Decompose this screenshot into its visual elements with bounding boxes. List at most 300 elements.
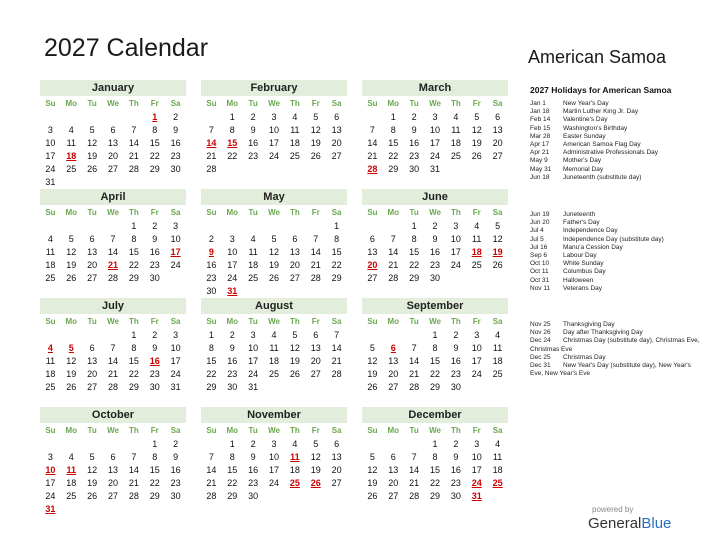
holiday-name: Christmas Day bbox=[563, 353, 606, 361]
calendar-day: 14 bbox=[108, 356, 119, 366]
holiday-name: Father's Day bbox=[563, 219, 600, 227]
calendar-day: 9 bbox=[229, 343, 235, 353]
calendar-day: 18 bbox=[492, 356, 503, 366]
holiday-name: New Year's Day bbox=[563, 100, 609, 107]
holiday-row bbox=[530, 125, 700, 133]
day-grid bbox=[40, 423, 186, 516]
calendar-day: 4 bbox=[47, 234, 53, 244]
holiday-row bbox=[530, 149, 700, 157]
weekday-label: Tu bbox=[87, 99, 97, 108]
calendar-day: 26 bbox=[66, 273, 77, 283]
holiday-date-label: Jun 18 bbox=[530, 173, 550, 181]
weekday-label: Sa bbox=[331, 208, 342, 217]
weekday-label: We bbox=[429, 99, 441, 108]
brand-blue: Blue bbox=[641, 515, 672, 532]
holiday-date-label: Dec 25 bbox=[530, 353, 551, 361]
calendar-day: 13 bbox=[367, 247, 378, 257]
empty-cell bbox=[404, 329, 425, 342]
calendar-day: 24 bbox=[269, 478, 280, 488]
calendar-day: 3 bbox=[453, 221, 459, 231]
calendar-day: 1 bbox=[411, 221, 417, 231]
calendar-day: 29 bbox=[128, 382, 139, 392]
calendar-day: 20 bbox=[87, 369, 98, 379]
calendar-day: 20 bbox=[388, 478, 399, 488]
calendar-day: 2 bbox=[250, 112, 256, 122]
calendar-day: 25 bbox=[66, 164, 77, 174]
calendar-day: 6 bbox=[110, 452, 116, 462]
calendar-day: 16 bbox=[450, 356, 461, 366]
calendar-day: 28 bbox=[388, 273, 399, 283]
weekday-label: Sa bbox=[170, 317, 181, 326]
holiday-date-label: Mar 28 bbox=[530, 132, 551, 140]
calendar-day: 9 bbox=[152, 234, 158, 244]
calendar-day: 21 bbox=[409, 369, 420, 379]
weekday-label: We bbox=[107, 426, 119, 435]
calendar-day: 13 bbox=[108, 138, 119, 148]
holiday-date: 26 bbox=[310, 478, 321, 488]
holiday-name: Mother's Day bbox=[563, 157, 602, 165]
calendar-day: 17 bbox=[269, 138, 280, 148]
weekday-label: Fr bbox=[311, 208, 320, 217]
calendar-day: 16 bbox=[430, 247, 441, 257]
day-grid bbox=[201, 96, 347, 176]
calendar-day: 25 bbox=[45, 382, 56, 392]
month-february bbox=[201, 80, 347, 176]
calendar-day: 23 bbox=[430, 260, 441, 270]
calendar-day: 31 bbox=[45, 177, 56, 187]
calendar-day: 10 bbox=[45, 138, 56, 148]
holiday-date-label: May 9 bbox=[530, 157, 548, 165]
weekday-label: Su bbox=[367, 426, 378, 435]
calendar-day: 6 bbox=[495, 112, 501, 122]
weekday-label: We bbox=[429, 426, 441, 435]
holiday-row bbox=[530, 174, 700, 182]
holiday-row bbox=[530, 227, 700, 235]
holiday-date-label: Sep 6 bbox=[530, 252, 547, 260]
calendar-day: 5 bbox=[369, 452, 375, 462]
weekday-label: Th bbox=[289, 99, 300, 108]
calendar-day: 16 bbox=[450, 465, 461, 475]
weekday-label: Th bbox=[128, 208, 139, 217]
holiday-date: 11 bbox=[66, 465, 77, 475]
weekday-label: We bbox=[429, 208, 441, 217]
weekday-label: Su bbox=[45, 426, 56, 435]
calendar-day: 3 bbox=[173, 221, 179, 231]
holiday-date: 6 bbox=[390, 343, 396, 353]
calendar-day: 30 bbox=[206, 286, 217, 296]
calendar-day: 3 bbox=[271, 439, 277, 449]
holidays-title: 2027 Holidays for American Samoa bbox=[530, 85, 672, 95]
calendar-day: 24 bbox=[45, 491, 56, 501]
calendar-day: 28 bbox=[128, 164, 139, 174]
calendar-day: 11 bbox=[472, 234, 482, 244]
holiday-name: Halloween bbox=[563, 276, 594, 284]
weekday-label: Sa bbox=[170, 208, 181, 217]
holiday-date: 28 bbox=[367, 164, 378, 174]
weekday-label: Fr bbox=[311, 426, 320, 435]
month-april bbox=[40, 189, 186, 285]
calendar-day: 4 bbox=[250, 234, 256, 244]
page-title: 2027 Calendar bbox=[44, 34, 209, 62]
calendar-day: 19 bbox=[367, 478, 378, 488]
weekday-label: Sa bbox=[492, 99, 503, 108]
calendar-day: 28 bbox=[108, 273, 119, 283]
holiday-date: 1 bbox=[152, 112, 158, 122]
holiday-date: 17 bbox=[170, 247, 181, 257]
empty-cell bbox=[201, 438, 222, 451]
holiday-date-label: Jul 16 bbox=[530, 243, 548, 251]
holiday-date: 31 bbox=[45, 504, 56, 514]
weekday-label: We bbox=[268, 317, 280, 326]
calendar-day: 12 bbox=[310, 125, 321, 135]
weekday-label: Mo bbox=[65, 99, 78, 108]
calendar-day: 23 bbox=[248, 151, 259, 161]
calendar-day: 11 bbox=[45, 247, 56, 257]
calendar-day: 5 bbox=[68, 234, 74, 244]
calendar-day: 9 bbox=[250, 125, 256, 135]
calendar-day: 24 bbox=[430, 151, 441, 161]
calendar-day: 3 bbox=[229, 234, 235, 244]
holiday-row bbox=[530, 141, 700, 149]
weekday-label: Su bbox=[367, 317, 378, 326]
holiday-date: 20 bbox=[367, 260, 378, 270]
weekday-label: Sa bbox=[492, 317, 503, 326]
calendar-day: 26 bbox=[367, 491, 378, 501]
holiday-row bbox=[530, 268, 700, 276]
calendar-day: 25 bbox=[45, 273, 56, 283]
calendar-day: 7 bbox=[411, 452, 417, 462]
empty-cell bbox=[40, 329, 61, 342]
weekday-label: We bbox=[268, 99, 280, 108]
calendar-day: 16 bbox=[248, 138, 259, 148]
holiday-name: Juneteenth (substitute day) bbox=[563, 173, 642, 181]
calendar-day: 8 bbox=[432, 343, 438, 353]
calendar-day: 12 bbox=[289, 343, 300, 353]
calendar-day: 6 bbox=[89, 234, 95, 244]
calendar-day: 11 bbox=[269, 343, 279, 353]
calendar-day: 21 bbox=[367, 151, 378, 161]
holiday-row bbox=[530, 252, 700, 260]
holiday-date-label: May 31 bbox=[530, 165, 552, 173]
weekday-label: Th bbox=[450, 426, 461, 435]
weekday-label: We bbox=[268, 426, 280, 435]
weekday-label: Fr bbox=[472, 208, 481, 217]
holiday-date-label: Nov 11 bbox=[530, 284, 551, 292]
month-june bbox=[362, 189, 508, 285]
calendar-day: 2 bbox=[229, 330, 235, 340]
calendar-day: 5 bbox=[313, 112, 319, 122]
calendar-day: 2 bbox=[152, 221, 158, 231]
weekday-label: Tu bbox=[248, 317, 258, 326]
calendar-day: 14 bbox=[310, 247, 321, 257]
holiday-name: Columbus Day bbox=[563, 268, 606, 276]
calendar-day: 27 bbox=[108, 491, 119, 501]
calendar-day: 10 bbox=[269, 125, 280, 135]
month-december bbox=[362, 407, 508, 503]
calendar-day: 21 bbox=[388, 260, 399, 270]
calendar-day: 19 bbox=[87, 151, 98, 161]
day-grid bbox=[40, 96, 186, 189]
calendar-day: 8 bbox=[390, 125, 396, 135]
calendar-day: 22 bbox=[149, 478, 160, 488]
empty-cell bbox=[123, 111, 144, 124]
calendar-day: 4 bbox=[474, 221, 480, 231]
weekday-label: Tu bbox=[248, 426, 258, 435]
calendar-day: 8 bbox=[432, 452, 438, 462]
calendar-day: 22 bbox=[388, 151, 399, 161]
calendar-day: 21 bbox=[128, 151, 139, 161]
empty-cell bbox=[40, 438, 61, 451]
calendar-day: 2 bbox=[453, 330, 459, 340]
calendar-day: 8 bbox=[208, 343, 214, 353]
calendar-day: 31 bbox=[170, 382, 181, 392]
calendar-day: 3 bbox=[47, 125, 53, 135]
calendar-day: 10 bbox=[430, 125, 441, 135]
weekday-label: Th bbox=[289, 208, 300, 217]
calendar-day: 24 bbox=[450, 260, 461, 270]
weekday-label: Su bbox=[45, 208, 56, 217]
calendar-day: 23 bbox=[409, 151, 420, 161]
calendar-day: 5 bbox=[271, 234, 277, 244]
calendar-day: 14 bbox=[409, 356, 420, 366]
weekday-label: Mo bbox=[387, 426, 400, 435]
month-title: May bbox=[201, 189, 347, 205]
calendar-day: 11 bbox=[451, 125, 461, 135]
holiday-name: Martin Luther King Jr. Day bbox=[563, 108, 639, 116]
calendar-day: 6 bbox=[292, 234, 298, 244]
calendar-day: 23 bbox=[248, 478, 259, 488]
weekday-label: Mo bbox=[387, 317, 400, 326]
calendar-day: 28 bbox=[409, 382, 420, 392]
calendar-day: 17 bbox=[471, 356, 482, 366]
weekday-label: Mo bbox=[387, 208, 400, 217]
calendar-day: 19 bbox=[66, 369, 77, 379]
calendar-day: 5 bbox=[495, 221, 501, 231]
empty-cell bbox=[61, 111, 82, 124]
calendar-day: 30 bbox=[248, 491, 259, 501]
weekday-label: Mo bbox=[226, 99, 239, 108]
calendar-day: 27 bbox=[331, 151, 342, 161]
calendar-day: 8 bbox=[131, 234, 137, 244]
calendar-day: 23 bbox=[206, 273, 217, 283]
calendar-day: 25 bbox=[248, 273, 259, 283]
holiday-date: 21 bbox=[108, 260, 119, 270]
calendar-day: 8 bbox=[411, 234, 417, 244]
calendar-day: 12 bbox=[87, 138, 98, 148]
calendar-day: 27 bbox=[87, 382, 98, 392]
holiday-row bbox=[530, 362, 700, 378]
calendar-day: 4 bbox=[495, 439, 501, 449]
empty-cell bbox=[305, 220, 326, 233]
calendar-day: 15 bbox=[331, 247, 342, 257]
calendar-day: 10 bbox=[170, 234, 181, 244]
calendar-day: 5 bbox=[292, 330, 298, 340]
calendar-day: 13 bbox=[492, 125, 503, 135]
calendar-day: 17 bbox=[248, 356, 259, 366]
calendar-day: 23 bbox=[450, 478, 461, 488]
holiday-row bbox=[530, 321, 700, 329]
calendar-day: 28 bbox=[206, 491, 217, 501]
calendar-day: 22 bbox=[409, 260, 420, 270]
calendar-day: 20 bbox=[492, 138, 503, 148]
weekday-label: Sa bbox=[331, 317, 342, 326]
calendar-day: 19 bbox=[289, 356, 300, 366]
day-grid bbox=[40, 314, 186, 394]
calendar-day: 27 bbox=[108, 164, 119, 174]
holiday-group bbox=[530, 211, 700, 293]
calendar-day: 8 bbox=[334, 234, 340, 244]
calendar-day: 10 bbox=[227, 247, 238, 257]
calendar-day: 22 bbox=[331, 260, 342, 270]
calendar-day: 29 bbox=[388, 164, 399, 174]
calendar-day: 19 bbox=[471, 138, 482, 148]
calendar-day: 5 bbox=[474, 112, 480, 122]
holiday-date: 31 bbox=[471, 491, 482, 501]
month-may bbox=[201, 189, 347, 298]
calendar-day: 18 bbox=[289, 138, 300, 148]
holiday-date-label: Nov 26 bbox=[530, 329, 551, 337]
weekday-label: Mo bbox=[65, 208, 78, 217]
calendar-day: 10 bbox=[471, 343, 482, 353]
calendar-day: 14 bbox=[128, 465, 139, 475]
calendar-day: 9 bbox=[173, 125, 179, 135]
calendar-day: 21 bbox=[310, 260, 321, 270]
month-january bbox=[40, 80, 186, 189]
holiday-date-label: Oct 31 bbox=[530, 276, 550, 284]
calendar-day: 13 bbox=[310, 343, 321, 353]
empty-cell bbox=[103, 438, 124, 451]
holiday-date: 4 bbox=[47, 343, 53, 353]
calendar-day: 20 bbox=[310, 356, 321, 366]
month-september bbox=[362, 298, 508, 394]
calendar-day: 7 bbox=[313, 234, 319, 244]
holiday-name: Valentine's Day bbox=[563, 116, 608, 124]
empty-cell bbox=[40, 111, 61, 124]
calendar-day: 6 bbox=[390, 452, 396, 462]
calendar-day: 17 bbox=[450, 247, 461, 257]
calendar-day: 20 bbox=[388, 369, 399, 379]
weekday-label: Th bbox=[128, 426, 139, 435]
calendar-day: 17 bbox=[170, 356, 181, 366]
calendar-day: 14 bbox=[206, 465, 217, 475]
month-title: April bbox=[40, 189, 186, 205]
weekday-label: Fr bbox=[150, 426, 159, 435]
empty-cell bbox=[103, 329, 124, 342]
holiday-row bbox=[530, 219, 700, 227]
month-title: August bbox=[201, 298, 347, 314]
calendar-day: 11 bbox=[66, 138, 76, 148]
holiday-date-label: Dec 31 bbox=[530, 362, 551, 370]
day-grid bbox=[201, 314, 347, 394]
weekday-label: Th bbox=[450, 317, 461, 326]
calendar-day: 27 bbox=[331, 478, 342, 488]
calendar-day: 25 bbox=[492, 369, 503, 379]
calendar-day: 11 bbox=[492, 452, 503, 462]
holiday-row bbox=[530, 337, 700, 353]
calendar-day: 2 bbox=[208, 234, 214, 244]
calendar-day: 26 bbox=[269, 273, 280, 283]
calendar-day: 9 bbox=[432, 234, 438, 244]
weekday-label: Fr bbox=[311, 99, 320, 108]
holiday-date-label: Jun 20 bbox=[530, 219, 550, 227]
empty-cell bbox=[123, 438, 144, 451]
holiday-group bbox=[530, 321, 700, 378]
calendar-day: 28 bbox=[331, 369, 342, 379]
calendar-day: 21 bbox=[331, 356, 342, 366]
weekday-label: Sa bbox=[331, 99, 342, 108]
weekday-label: Mo bbox=[65, 426, 78, 435]
holiday-date-label: Jul 4 bbox=[530, 227, 544, 235]
calendar-day: 22 bbox=[128, 260, 139, 270]
weekday-label: Tu bbox=[409, 426, 419, 435]
weekday-label: Th bbox=[289, 426, 300, 435]
holiday-date: 15 bbox=[227, 138, 238, 148]
calendar-day: 2 bbox=[250, 439, 256, 449]
empty-cell bbox=[362, 329, 383, 342]
weekday-label: Mo bbox=[226, 208, 239, 217]
calendar-day: 30 bbox=[450, 382, 461, 392]
calendar-day: 15 bbox=[388, 138, 399, 148]
holiday-date: 5 bbox=[68, 343, 74, 353]
calendar-day: 12 bbox=[66, 356, 77, 366]
calendar-day: 15 bbox=[430, 356, 441, 366]
calendar-day: 27 bbox=[492, 151, 503, 161]
calendar-day: 7 bbox=[131, 125, 137, 135]
weekday-label: Sa bbox=[170, 99, 181, 108]
holiday-date-label: Oct 10 bbox=[530, 260, 550, 268]
empty-cell bbox=[61, 438, 82, 451]
calendar-day: 4 bbox=[68, 452, 74, 462]
calendar-day: 18 bbox=[45, 369, 56, 379]
calendar-day: 8 bbox=[229, 452, 235, 462]
weekday-label: Su bbox=[206, 99, 217, 108]
day-grid bbox=[362, 314, 508, 394]
calendar-day: 17 bbox=[45, 151, 56, 161]
calendar-day: 10 bbox=[269, 452, 280, 462]
weekday-label: Sa bbox=[492, 208, 503, 217]
calendar-day: 1 bbox=[432, 330, 438, 340]
holiday-date-label: Feb 15 bbox=[530, 124, 551, 132]
weekday-label: Fr bbox=[472, 99, 481, 108]
holiday-date: 31 bbox=[227, 286, 238, 296]
calendar-day: 30 bbox=[227, 382, 238, 392]
holiday-date-label: Jan 18 bbox=[530, 108, 550, 116]
day-grid bbox=[362, 423, 508, 503]
holiday-date: 16 bbox=[149, 356, 160, 366]
calendar-day: 23 bbox=[227, 369, 238, 379]
calendar-day: 9 bbox=[453, 343, 459, 353]
calendar-day: 30 bbox=[170, 164, 181, 174]
weekday-label: Su bbox=[206, 208, 217, 217]
generalblue-logo[interactable] bbox=[588, 515, 671, 532]
holiday-row bbox=[530, 354, 700, 362]
calendar-day: 7 bbox=[208, 125, 214, 135]
calendar-day: 12 bbox=[87, 465, 98, 475]
day-grid bbox=[40, 205, 186, 285]
holiday-row bbox=[530, 260, 700, 268]
calendar-day: 9 bbox=[250, 452, 256, 462]
holiday-name: Memorial Day bbox=[563, 165, 604, 173]
calendar-day: 31 bbox=[248, 382, 259, 392]
day-grid bbox=[362, 96, 508, 176]
calendar-day: 26 bbox=[471, 151, 482, 161]
empty-cell bbox=[82, 111, 103, 124]
calendar-day: 24 bbox=[170, 369, 181, 379]
calendar-day: 29 bbox=[430, 382, 441, 392]
calendar-day: 30 bbox=[409, 164, 420, 174]
day-grid bbox=[201, 205, 347, 298]
calendar-day: 21 bbox=[108, 369, 119, 379]
